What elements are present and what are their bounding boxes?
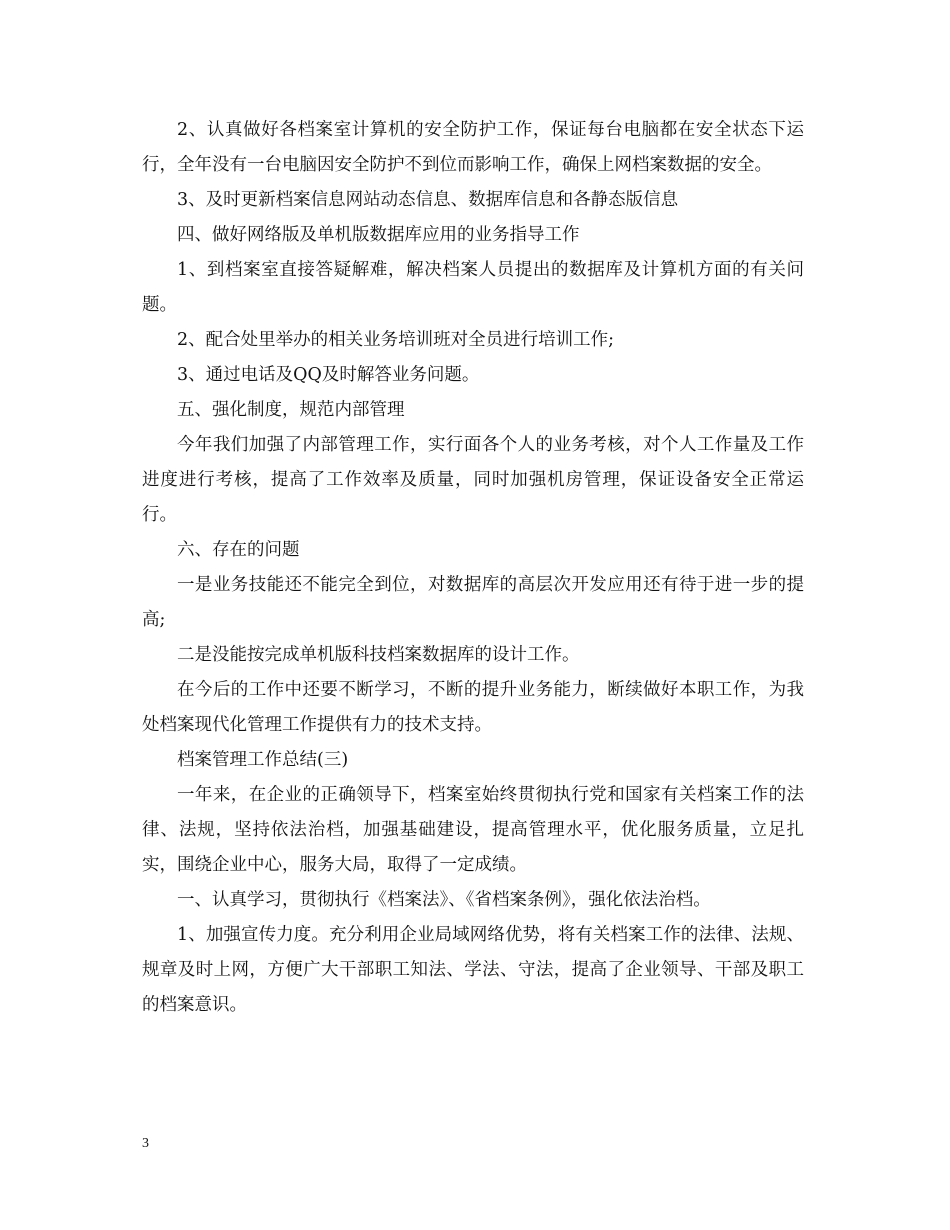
section-heading-5: 五、强化制度，规范内部管理 [177, 400, 405, 420]
paragraph-7: 一是业务技能还不能完全到位，对数据库的高层次开发应用还有待于进一步的提高; [142, 575, 804, 630]
section-heading-4: 四、做好网络版及单机版数据库应用的业务指导工作 [177, 225, 580, 245]
paragraph-2: 3、及时更新档案信息网站动态信息、数据库信息和各静态版信息 [177, 190, 679, 210]
section-heading-6: 六、存在的问题 [177, 540, 300, 560]
document-subtitle: 档案管理工作总结(三) [177, 750, 349, 770]
paragraph-9: 在今后的工作中还要不断学习，不断的提升业务能力，断续做好本职工作，为我处档案现代化管理工作提供有力的技术支持。 [142, 680, 804, 735]
paragraph-11: 1、加强宣传力度。充分利用企业局域网络优势，将有关档案工作的法律、法规、规章及时上网，方便广大干部职工知法、学法、守法，提高了企业领导、干部及职工的档案意识。 [142, 925, 804, 1015]
page-number: 3 [142, 1136, 149, 1151]
paragraph-6: 今年我们加强了内部管理工作，实行面各个人的业务考核，对个人工作量及工作进度进行考核，提高了工作效率及质量，同时加强机房管理，保证设备安全正常运行。 [142, 435, 804, 525]
paragraph-5: 3、通过电话及QQ及时解答业务问题。 [177, 365, 480, 385]
paragraph-10: 一年来，在企业的正确领导下，档案室始终贯彻执行党和国家有关档案工作的法律、法规，坚持依法治档，加强基础建设，提高管理水平，优化服务质量，立足扎实，围绕企业中心，服务大局，取得了一定成绩。 [142, 785, 804, 875]
paragraph-3: 1、到档案室直接答疑解难，解决档案人员提出的数据库及计算机方面的有关问题。 [142, 260, 804, 315]
document-body [142, 113, 804, 1023]
paragraph-4: 2、配合处里举办的相关业务培训班对全员进行培训工作; [177, 330, 615, 350]
paragraph-8: 二是没能按完成单机版科技档案数据库的设计工作。 [177, 645, 580, 665]
section-heading-1: 一、认真学习，贯彻执行《档案法》、《省档案条例》，强化依法治档。 [177, 890, 711, 910]
paragraph-1: 2、认真做好各档案室计算机的安全防护工作，保证每台电脑都在安全状态下运行，全年没有一台电脑因安全防护不到位而影响工作，确保上网档案数据的安全。 [142, 120, 804, 175]
